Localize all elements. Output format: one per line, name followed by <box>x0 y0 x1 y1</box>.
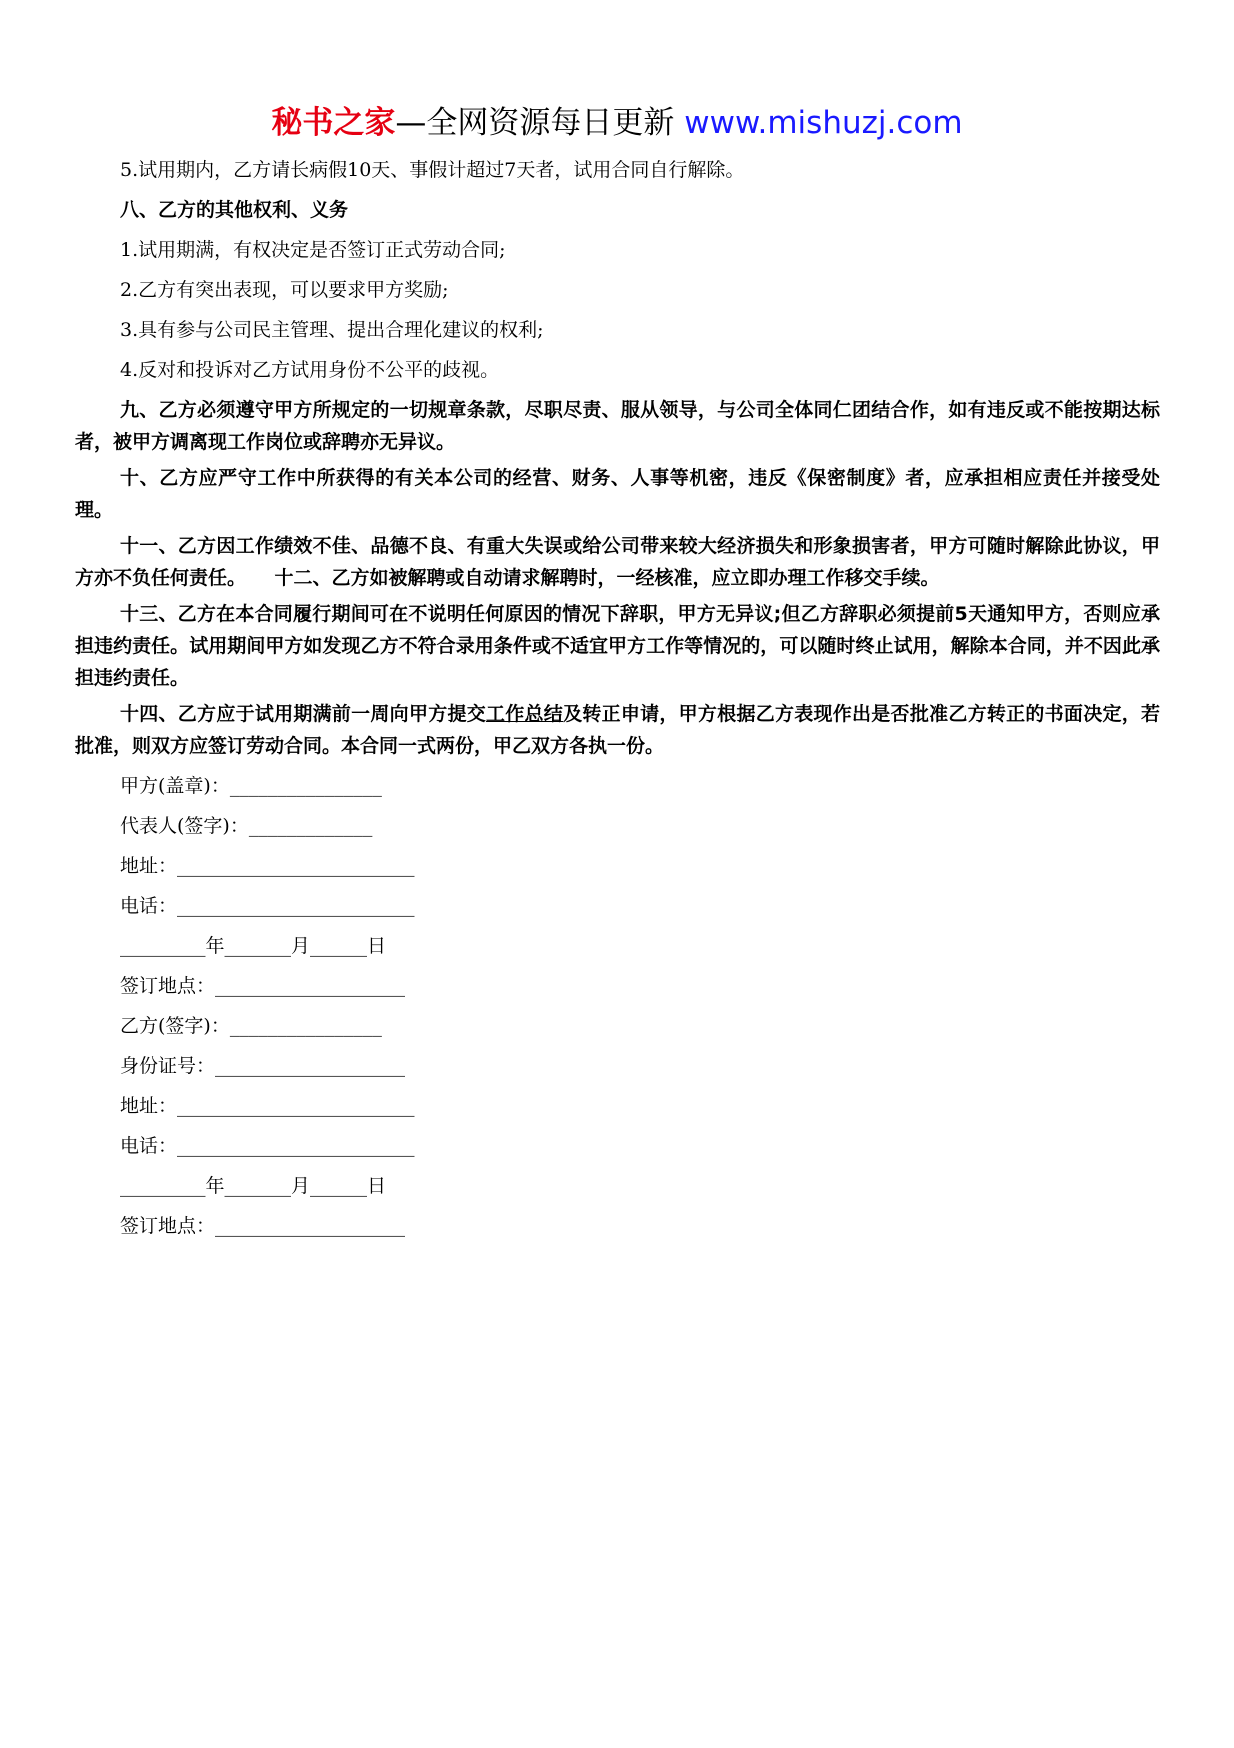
party-b-phone-field: 电话：_________________________ <box>120 1135 415 1157</box>
party-b-date-field: _________年_______月______日 <box>120 1175 387 1197</box>
party-a-phone-field: 电话：_________________________ <box>120 895 415 917</box>
work-summary-link[interactable]: 工作总结 <box>486 703 564 725</box>
brand-name: 秘书之家 <box>271 105 396 141</box>
section-14-text-end: 及转正申请，甲方根据乙方表现作出是否批准乙方转正的书面决定，若批准，则双方应签订劳动合同。本合同一式两份，甲乙双方各执一份。 <box>75 703 1160 757</box>
party-a-address-field: 地址：_________________________ <box>120 855 415 877</box>
section-13: 十三、乙方在本合同履行期间可在不说明任何原因的情况下辞职，甲方无异议;但乙方辞职必须提前5天通知甲方，否则应承担违约责任。试用期间甲方如发现乙方不符合录用条件或不适宜甲方工作等情况的，可以随时终止试用，解除本合同，并不因此承担违约责任。 <box>75 603 1160 689</box>
party-a-seal-field: 甲方(盖章)：________________ <box>120 775 382 797</box>
site-banner <box>0 100 1234 146</box>
section-10: 十、乙方应严守工作中所获得的有关本公司的经营、财务、人事等机密，违反《保密制度》者，应承担相应责任并接受处理。 <box>75 467 1160 521</box>
section-8-item: 2.乙方有突出表现，可以要求甲方奖励; <box>120 279 449 301</box>
site-url-link[interactable]: www.mishuzj.com <box>684 105 963 141</box>
party-a-location-field: 签订地点：____________________ <box>120 975 406 997</box>
party-a-signature-block <box>75 766 1160 1006</box>
party-b-address-field: 地址：_________________________ <box>120 1095 415 1117</box>
section-9: 九、乙方必须遵守甲方所规定的一切规章条款，尽职尽责、服从领导，与公司全体同仁团结合作，如有违反或不能按期达标者，被甲方调离现工作岗位或辞聘亦无异议。 <box>75 399 1160 453</box>
section-8-item: 1.试用期满，有权决定是否签订正式劳动合同; <box>120 239 506 261</box>
section-8-heading: 八、乙方的其他权利、义务 <box>120 199 349 221</box>
party-b-location-field: 签订地点：____________________ <box>120 1215 406 1237</box>
party-b-id-number-field: 身份证号：____________________ <box>120 1055 406 1077</box>
party-a-date-field: _________年_______月______日 <box>120 935 387 957</box>
section-11-12: 十一、乙方因工作绩效不佳、品德不良、有重大失误或给公司带来较大经济损失和形象损害者，甲方可随时解除此协议，甲方亦不负任何责任。 十二、乙方如被解聘或自动请求解聘时，一经核准，应立即办理工作移交手续。 <box>75 535 1160 589</box>
section-14-text-start: 十四、乙方应于试用期满前一周向甲方提交 <box>120 703 487 725</box>
section-8-item: 3.具有参与公司民主管理、提出合理化建议的权利; <box>120 319 544 341</box>
party-b-signature-field: 乙方(签字)：________________ <box>120 1015 382 1037</box>
clause-7-item-5: 5.试用期内，乙方请长病假10天、事假计超过7天者，试用合同自行解除。 <box>120 159 745 181</box>
section-14 <box>75 698 1160 762</box>
section-8-item: 4.反对和投诉对乙方试用身份不公平的歧视。 <box>120 359 500 381</box>
party-a-representative-field: 代表人(签字)：_____________ <box>120 815 373 837</box>
contract-body <box>75 150 1160 1246</box>
party-b-signature-block <box>75 1006 1160 1246</box>
banner-slogan: —全网资源每日更新 <box>395 105 675 141</box>
